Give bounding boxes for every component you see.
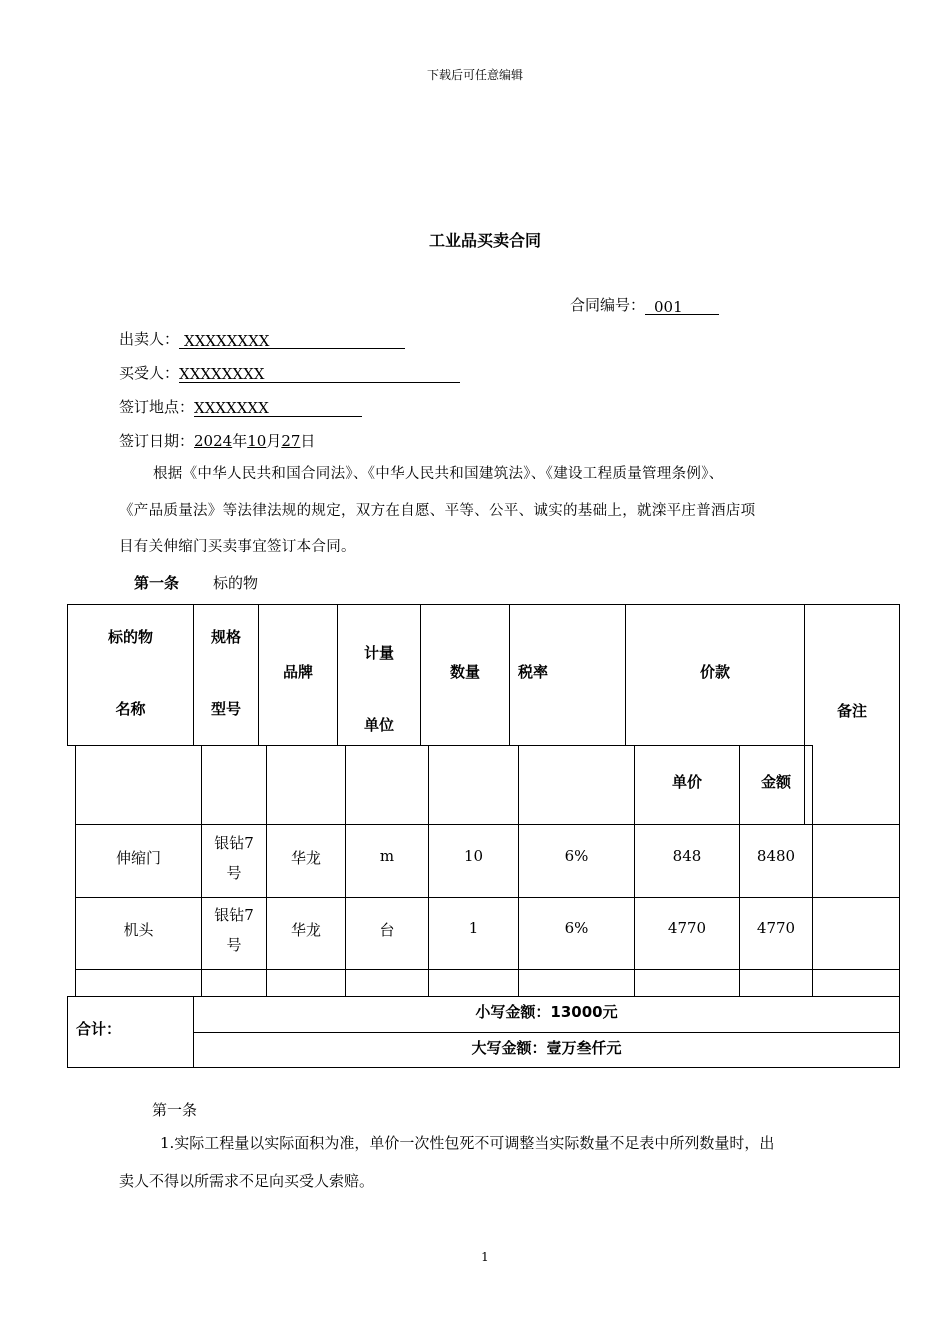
header-note: 下载后可任意编辑 <box>426 68 523 82</box>
r1-c9 <box>812 824 900 898</box>
section-1-number: 第一条 <box>134 574 180 592</box>
h-note: 备注 <box>836 702 867 720</box>
r2-price: 4770 <box>667 919 707 937</box>
date-label: 签订日期： <box>119 432 195 450</box>
date-year: 2024 <box>194 432 233 450</box>
h-unit-1: 计量 <box>363 644 394 662</box>
r3-c3 <box>266 969 346 997</box>
sub-cell-5 <box>428 745 519 825</box>
contract-number-label: 合同编号： <box>570 296 646 314</box>
r2-unit: 台 <box>379 921 395 939</box>
intro-line-1: 根据《中华人民共和国合同法》、《中华人民共和国建筑法》、《建设工程质量管理条例》、 <box>153 466 724 482</box>
r2-spec <box>201 900 267 960</box>
date-month-char: 月 <box>266 432 282 450</box>
r3-c5 <box>428 969 519 997</box>
sub-cell-6 <box>518 745 635 825</box>
r2-spec-2: 号 <box>226 936 242 954</box>
r1-spec-2: 号 <box>226 864 242 882</box>
date-day-char: 日 <box>300 432 316 450</box>
date-month: 10 <box>247 432 267 450</box>
r3-c1 <box>75 969 202 997</box>
clause-1 <box>119 1124 859 1200</box>
r3-c7 <box>634 969 740 997</box>
r1-spec <box>201 828 267 888</box>
r2-brand: 华龙 <box>290 921 321 939</box>
place-value: XXXXXXX <box>194 399 269 417</box>
r1-name: 伸缩门 <box>115 849 161 867</box>
sub-cell-2 <box>201 745 267 825</box>
h-unitprice: 单价 <box>671 773 702 791</box>
clause-1-line-1: 1.实际工程量以实际面积为准，单价一次性包死不可调整当实际数量不足表中所列数量时，出 <box>160 1134 775 1152</box>
buyer-label: 买受人： <box>119 364 180 382</box>
date-year-char: 年 <box>232 432 248 450</box>
r2-c9 <box>812 897 900 970</box>
r1-amount: 8480 <box>756 847 796 865</box>
page-number: 1 <box>481 1250 489 1264</box>
h-name-1: 标的物 <box>107 628 153 646</box>
seller-value: XXXXXXXX <box>184 332 270 350</box>
r1-tax: 6% <box>564 847 589 865</box>
r1-price: 848 <box>672 847 702 865</box>
total-small: 小写金额：13000元 <box>475 1003 618 1021</box>
sub-cell-3 <box>266 745 346 825</box>
r3-c4 <box>345 969 429 997</box>
h-price: 价款 <box>699 663 730 681</box>
section-2-heading: 第一条 <box>152 1101 198 1119</box>
sub-cell-4 <box>345 745 429 825</box>
r1-brand: 华龙 <box>290 849 321 867</box>
place-label: 签订地点： <box>119 398 195 416</box>
total-label: 合计： <box>76 1020 122 1038</box>
r3-c2 <box>201 969 267 997</box>
sub-cell-1 <box>75 745 202 825</box>
r2-spec-1: 银钻7 <box>214 906 254 924</box>
r1-unit: m <box>379 847 395 865</box>
r2-name: 机头 <box>123 921 154 939</box>
section-1-name: 标的物 <box>213 574 259 592</box>
h-unit-2: 单位 <box>363 716 394 734</box>
h-brand: 品牌 <box>282 663 313 681</box>
r2-qty: 1 <box>468 919 479 937</box>
seller-label: 出卖人： <box>119 330 180 348</box>
r1-qty: 10 <box>463 847 484 865</box>
h-tax: 税率 <box>518 663 549 681</box>
intro-line-3: 目有关伸缩门买卖事宜签订本合同。 <box>119 539 356 555</box>
r3-c6 <box>518 969 635 997</box>
r3-c9 <box>812 969 900 997</box>
intro-line-2: 《产品质量法》等法律法规的规定，双方在自愿、平等、公平、诚实的基础上，就滦平庄普酒店项 <box>119 502 756 519</box>
total-big: 大写金额：壹万叁仟元 <box>471 1039 622 1057</box>
contract-number-value: 001 <box>654 298 683 316</box>
r2-tax: 6% <box>564 919 589 937</box>
date-day: 27 <box>281 432 301 450</box>
h-spec-2: 型号 <box>210 700 241 718</box>
h-name-2: 名称 <box>115 700 146 718</box>
clause-1-line-2: 卖人不得以所需求不足向买受人索赔。 <box>119 1172 375 1190</box>
contract-title: 工业品买卖合同 <box>428 231 541 250</box>
h-spec-1: 规格 <box>210 628 241 646</box>
r3-c8 <box>739 969 813 997</box>
r1-spec-1: 银钻7 <box>214 834 254 852</box>
h-amount: 金额 <box>760 773 791 791</box>
h-qty: 数量 <box>449 663 480 681</box>
r2-amount: 4770 <box>756 919 796 937</box>
buyer-value: XXXXXXXX <box>179 365 265 383</box>
